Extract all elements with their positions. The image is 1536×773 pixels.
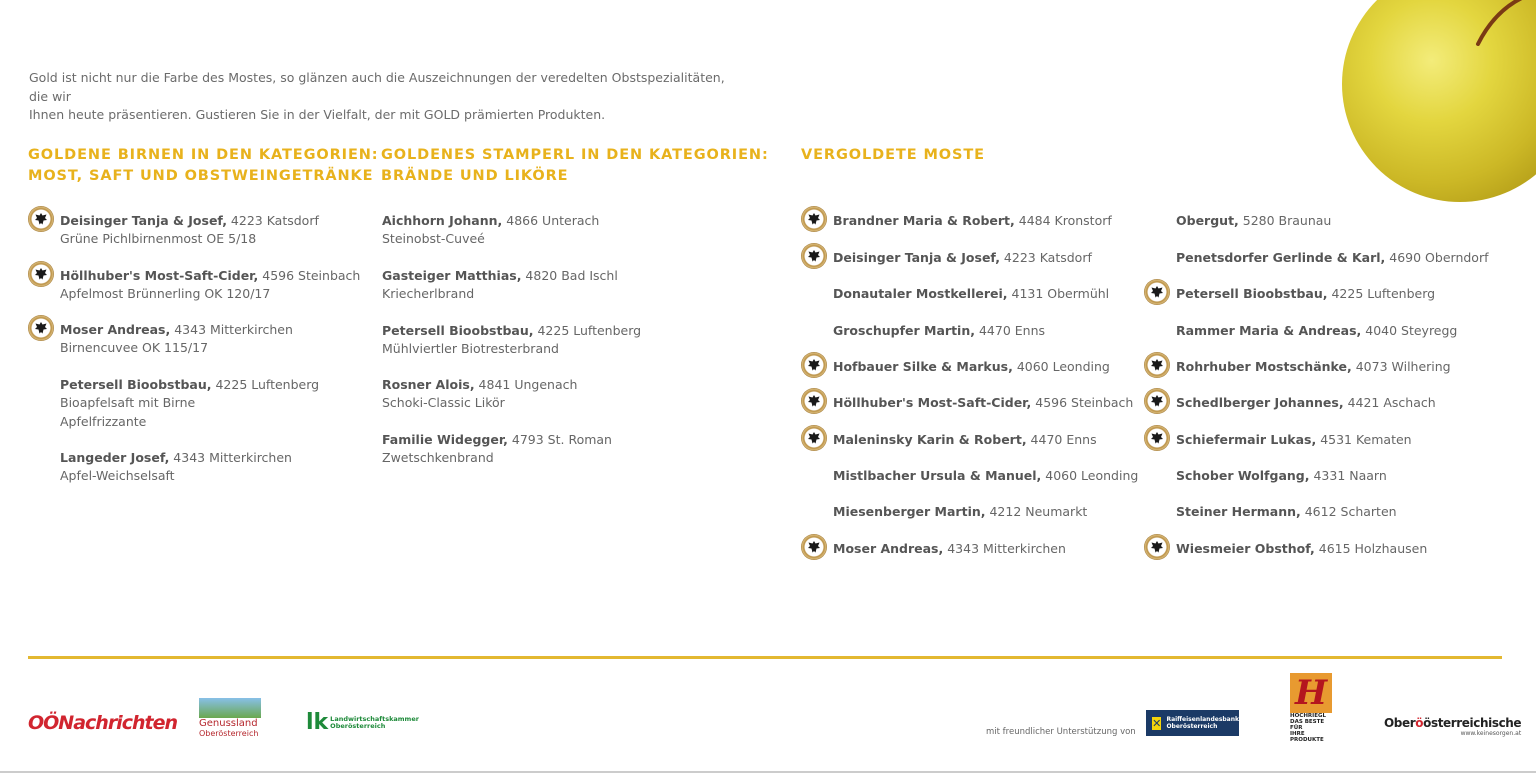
award-entry (1176, 540, 1427, 558)
footer-divider (28, 656, 1502, 659)
oo-url: www.keinesorgen.at (1460, 730, 1522, 737)
lk-line2: Oberösterreich (330, 722, 386, 730)
product-name: Apfel-Weichselsaft (60, 468, 175, 484)
gold-medal-icon (1144, 534, 1170, 560)
producer-location: 4225 Luftenberg (211, 377, 320, 392)
producer-name: Brandner Maria & Robert, (833, 213, 1015, 228)
producer-location: 4225 Luftenberg (533, 323, 642, 338)
oberoesterreichische-logo (1384, 716, 1521, 737)
producer-location: 4615 Holzhausen (1314, 541, 1428, 556)
producer-location: 4223 Katsdorf (999, 250, 1092, 265)
producer-location: 4531 Kematen (1316, 432, 1412, 447)
producer-name: Petersell Bioobstbau, (1176, 286, 1328, 301)
producer-location: 4225 Luftenberg (1327, 286, 1436, 301)
rb-line2: Oberösterreich (1166, 723, 1218, 730)
producer-name: Steiner Hermann, (1176, 504, 1301, 519)
gold-medal-icon (1144, 352, 1170, 378)
award-entry (833, 431, 1097, 449)
award-entry (1176, 285, 1435, 303)
raiffeisen-logo (1146, 710, 1239, 736)
producer-location: 4470 Enns (975, 323, 1046, 338)
producer-name: Deisinger Tanja & Josef, (833, 250, 1000, 265)
producer-name: Rosner Alois, (382, 377, 475, 392)
award-entry (60, 449, 292, 486)
product-name: Apfelfrizzante (60, 413, 147, 429)
gold-medal-icon (28, 315, 54, 341)
genussland-line2: Oberösterreich (199, 729, 259, 738)
producer-location: 4212 Neumarkt (985, 504, 1088, 519)
producer-name: Deisinger Tanja & Josef, (60, 213, 227, 228)
heading-vergoldete-moste (801, 145, 985, 166)
genussland-emblem (199, 698, 261, 718)
hochriegl-logo (1290, 673, 1334, 743)
award-entry (833, 249, 1092, 267)
heading-birnen-line1: GOLDENE BIRNEN IN DEN KATEGORIEN: (28, 147, 379, 163)
gold-medal-icon (1144, 279, 1170, 305)
genussland-logo (199, 698, 263, 738)
lk-mark: lk (306, 710, 329, 735)
award-entry (1176, 431, 1412, 449)
producer-name: Schiefermair Lukas, (1176, 432, 1317, 447)
producer-name: Höllhuber's Most-Saft-Cider, (833, 395, 1032, 410)
genussland-line1: Genussland (199, 718, 258, 729)
award-entry (833, 212, 1112, 230)
support-text: mit freundlicher Unterstützung von (986, 727, 1136, 737)
intro-text (29, 69, 729, 125)
producer-name: Rammer Maria & Andreas, (1176, 323, 1362, 338)
lk-text (330, 716, 419, 730)
producer-location: 4690 Oberndorf (1385, 250, 1489, 265)
producer-location: 4060 Leonding (1012, 359, 1110, 374)
gold-medal-icon (28, 261, 54, 287)
heading-goldenes-stamperl (381, 145, 769, 187)
award-entry (833, 540, 1066, 558)
raiffeisen-text (1166, 716, 1239, 730)
producer-name: Familie Widegger, (382, 432, 508, 447)
producer-name: Langeder Josef, (60, 450, 170, 465)
hochriegl-text (1290, 713, 1334, 743)
award-entry (382, 212, 599, 249)
rb-line1: Raiffeisenlandesbank (1166, 716, 1239, 723)
producer-name: Aichhorn Johann, (382, 213, 503, 228)
landwirtschaftskammer-logo (306, 712, 419, 734)
producer-location: 4793 St. Roman (507, 432, 612, 447)
producer-location: 4484 Kronstorf (1014, 213, 1112, 228)
producer-name: Schober Wolfgang, (1176, 468, 1310, 483)
award-entry (1176, 358, 1451, 376)
producer-location: 4470 Enns (1026, 432, 1097, 447)
product-name: Bioapfelsaft mit Birne (60, 395, 196, 411)
heading-moste-line: VERGOLDETE MOSTE (801, 147, 985, 163)
producer-name: Petersell Bioobstbau, (382, 323, 534, 338)
product-name: Apfelmost Brünnerling OK 120/17 (60, 286, 271, 302)
award-entry (833, 394, 1133, 412)
heading-stamperl-line2: BRÄNDE UND LIKÖRE (381, 168, 569, 184)
producer-location: 4820 Bad Ischl (521, 268, 618, 283)
lk-line1: Landwirtschaftskammer (330, 715, 419, 723)
product-name: Zwetschkenbrand (382, 450, 494, 466)
producer-location: 4343 Mitterkirchen (943, 541, 1066, 556)
award-entry (60, 212, 319, 249)
hoch-line1: HOCHRIEGL (1290, 713, 1326, 719)
award-entry (1176, 322, 1457, 340)
award-entry (1176, 249, 1488, 267)
award-entry (833, 358, 1110, 376)
gold-medal-icon (1144, 388, 1170, 414)
producer-location: 4421 Aschach (1343, 395, 1436, 410)
heading-goldene-birnen (28, 145, 379, 187)
producer-location: 4596 Steinbach (1031, 395, 1134, 410)
producer-location: 4060 Leonding (1041, 468, 1139, 483)
oo-pre: Ober (1384, 716, 1416, 730)
producer-name: Moser Andreas, (833, 541, 944, 556)
award-entry (382, 267, 618, 304)
product-name: Grüne Pichlbirnenmost OE 5/18 (60, 231, 257, 247)
hoch-line3: IHRE PRODUKTE (1290, 731, 1324, 743)
intro-line-2: Ihnen heute präsentieren. Gustieren Sie in der Vielfalt, der mit GOLD prämierten Produkten. (29, 107, 606, 122)
producer-location: 4223 Katsdorf (226, 213, 319, 228)
award-entry (833, 503, 1087, 521)
producer-name: Schedlberger Johannes, (1176, 395, 1344, 410)
product-name: Kriecherlbrand (382, 286, 475, 302)
apple-stem (1468, 0, 1528, 46)
gold-medal-icon (801, 243, 827, 269)
product-name: Steinobst-Cuveé (382, 231, 485, 247)
award-entry (833, 322, 1045, 340)
oo-post: österreichische (1423, 716, 1522, 730)
award-entry (833, 285, 1109, 303)
producer-name: Petersell Bioobstbau, (60, 377, 212, 392)
producer-location: 4331 Naarn (1309, 468, 1387, 483)
oo-mid: ö (1415, 716, 1424, 730)
award-entry (1176, 467, 1387, 485)
producer-name: Miesenberger Martin, (833, 504, 986, 519)
gold-medal-icon (801, 206, 827, 232)
hoch-line2: DAS BESTE FÜR (1290, 719, 1325, 731)
producer-name: Donautaler Mostkellerei, (833, 286, 1008, 301)
heading-birnen-line2: MOST, SAFT UND OBSTWEINGETRÄNKE (28, 168, 374, 184)
producer-name: Mistlbacher Ursula & Manuel, (833, 468, 1042, 483)
award-entry (1176, 394, 1436, 412)
gold-medal-icon (801, 425, 827, 451)
producer-location: 5280 Braunau (1238, 213, 1332, 228)
producer-name: Rohrhuber Mostschänke, (1176, 359, 1352, 374)
award-entry (60, 321, 293, 358)
award-entry (1176, 212, 1331, 230)
producer-name: Wiesmeier Obsthof, (1176, 541, 1315, 556)
producer-location: 4841 Ungenach (474, 377, 578, 392)
producer-location: 4073 Wilhering (1351, 359, 1451, 374)
hochriegl-mark: H (1290, 673, 1332, 713)
heading-stamperl-line1: GOLDENES STAMPERL IN DEN KATEGORIEN: (381, 147, 769, 163)
product-name: Schoki-Classic Likör (382, 395, 505, 411)
gold-medal-icon (801, 534, 827, 560)
producer-location: 4040 Steyregg (1361, 323, 1458, 338)
award-entry (382, 376, 577, 413)
oo-wordmark (1384, 716, 1521, 730)
producer-name: Gasteiger Matthias, (382, 268, 522, 283)
producer-location: 4596 Steinbach (258, 268, 361, 283)
producer-name: Obergut, (1176, 213, 1239, 228)
producer-location: 4612 Scharten (1300, 504, 1397, 519)
producer-name: Höllhuber's Most-Saft-Cider, (60, 268, 259, 283)
intro-line-1: Gold ist nicht nur die Farbe des Mostes, so glänzen auch die Auszeichnungen der veredelten Obstspezialitäten, die wir (29, 70, 725, 104)
award-entry (1176, 503, 1397, 521)
award-entry (60, 267, 360, 304)
producer-location: 4343 Mitterkirchen (169, 450, 292, 465)
award-entry (382, 431, 612, 468)
producer-name: Hofbauer Silke & Markus, (833, 359, 1013, 374)
product-name: Birnencuvee OK 115/17 (60, 340, 209, 356)
producer-location: 4343 Mitterkirchen (170, 322, 293, 337)
producer-name: Groschupfer Martin, (833, 323, 975, 338)
gold-medal-icon (28, 206, 54, 232)
award-entry (382, 322, 641, 359)
award-entry (833, 467, 1138, 485)
producer-location: 4131 Obermühl (1007, 286, 1110, 301)
producer-location: 4866 Unterach (502, 213, 600, 228)
gold-medal-icon (801, 352, 827, 378)
producer-name: Maleninsky Karin & Robert, (833, 432, 1027, 447)
gold-medal-icon (1144, 425, 1170, 451)
gold-medal-icon (801, 388, 827, 414)
producer-name: Penetsdorfer Gerlinde & Karl, (1176, 250, 1386, 265)
product-name: Mühlviertler Biotresterbrand (382, 341, 559, 357)
raiffeisen-cross-icon: ✕ (1152, 716, 1162, 730)
award-entry (60, 376, 319, 431)
oon-logo: OÖNachrichten (28, 712, 177, 734)
producer-name: Moser Andreas, (60, 322, 171, 337)
